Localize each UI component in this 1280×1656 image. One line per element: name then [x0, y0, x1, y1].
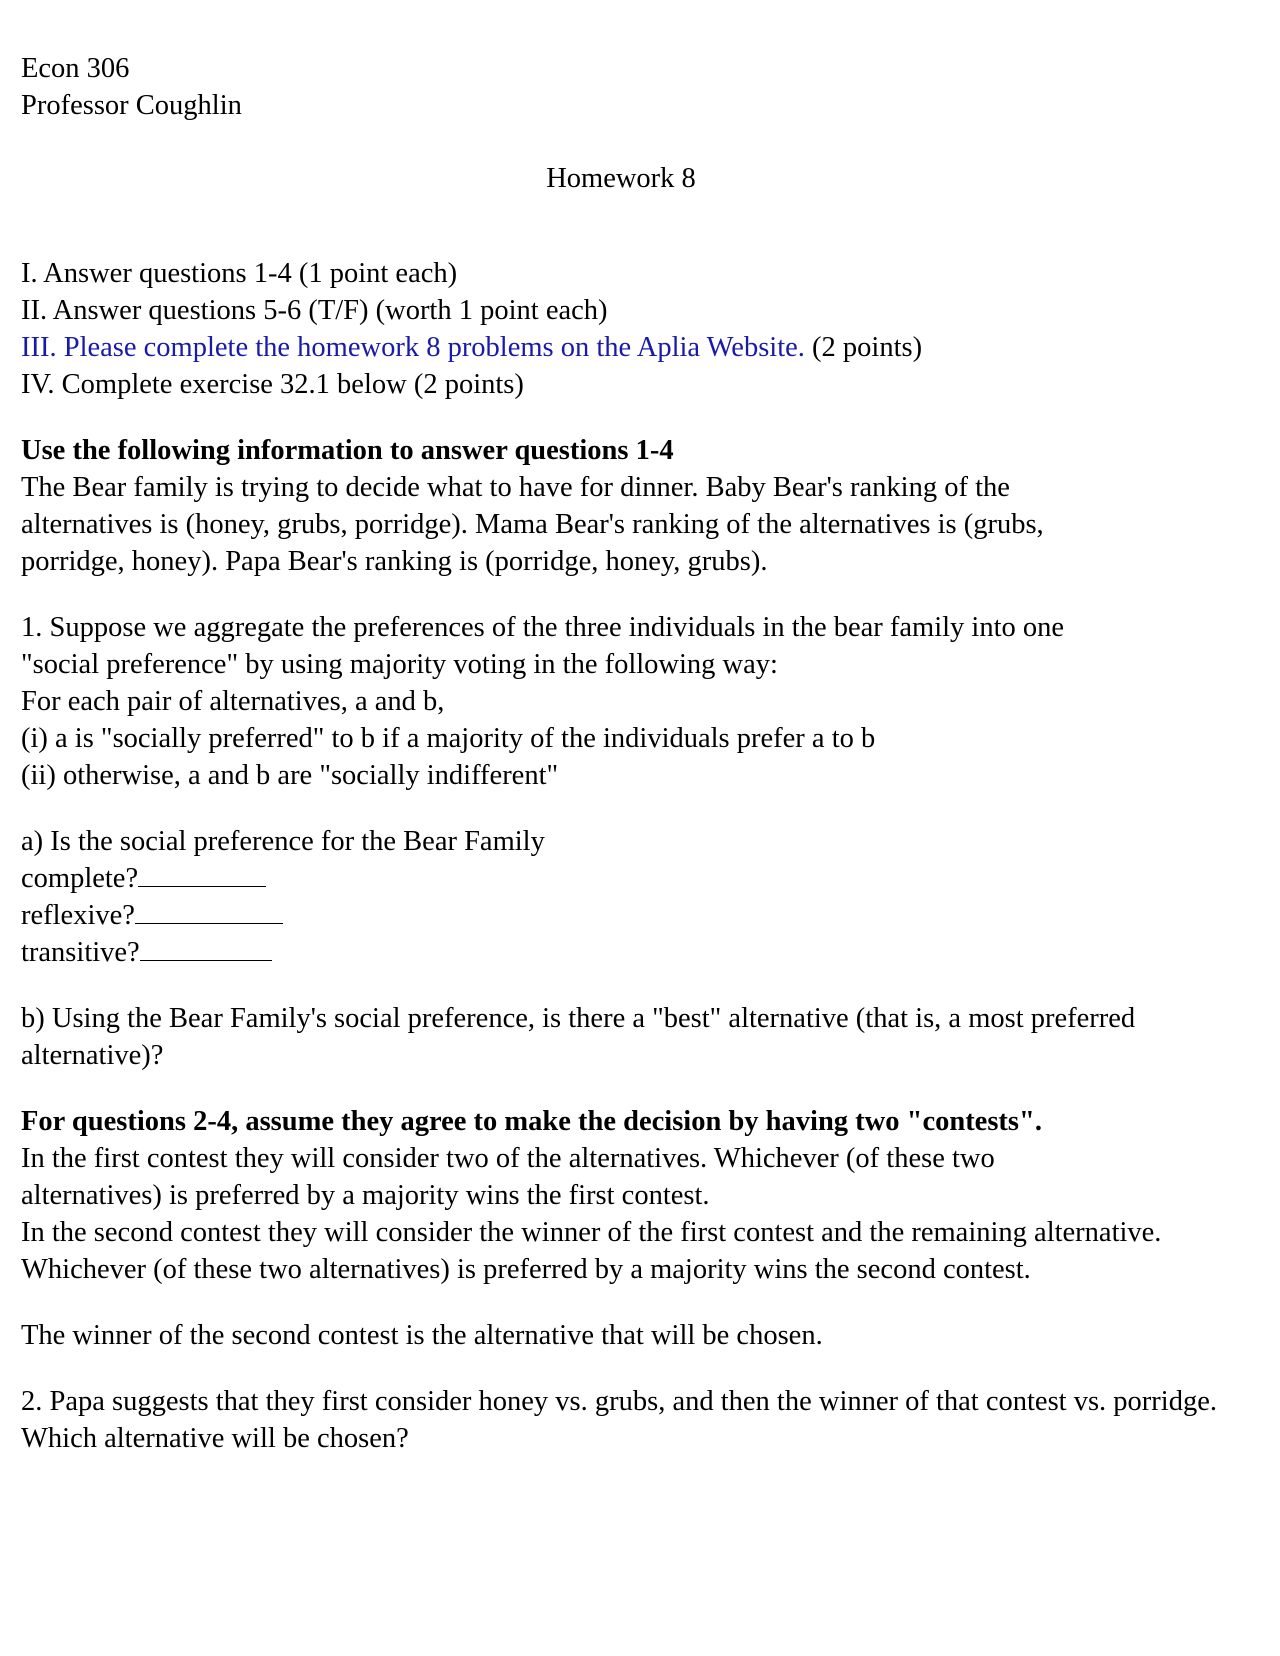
instruction-item-4: IV. Complete exercise 32.1 below (2 points) — [21, 369, 524, 400]
transitive-label: transitive? — [21, 937, 140, 968]
question-2 — [21, 1383, 1261, 1457]
question-1-rule-ii: (ii) otherwise, a and b are "socially indifferent" — [21, 760, 559, 791]
context-section — [21, 432, 1261, 580]
contests-winner: The winner of the second contest is the alternative that will be chosen. — [21, 1320, 823, 1351]
aplia-link[interactable]: III. Please complete the homework 8 problems on the Aplia Website. — [21, 332, 805, 363]
contests-section — [21, 1103, 1261, 1288]
instruction-item-3 — [21, 329, 1261, 366]
context-body: The Bear family is trying to decide what to have for dinner. Baby Bear's ranking of the alternatives is (honey, grubs, porridge). Mama Bear's ranking of the alternatives is (grubs, porridge, honey). Papa Bear's ranking is (porridge, honey, grubs). — [21, 472, 1044, 577]
professor-name: Professor Coughlin — [21, 90, 242, 121]
contests-winner-section — [21, 1317, 1261, 1354]
question-1-intro: 1. Suppose we aggregate the preferences of the three individuals in the bear family into one "social preference" by using majority voting in the following way: — [21, 612, 1065, 680]
reflexive-answer-blank[interactable] — [135, 899, 283, 924]
instruction-item-1: I. Answer questions 1-4 (1 point each) — [21, 258, 458, 289]
question-1-rule-i: (i) a is "socially preferred" to b if a majority of the individuals prefer a to b — [21, 723, 876, 754]
page-title: Homework 8 — [546, 163, 696, 194]
question-2-text: 2. Papa suggests that they first consider honey vs. grubs, and then the winner of that contest vs. porridge. Which alternative will be chosen? — [21, 1386, 1217, 1454]
instruction-item-3-points: (2 points) — [804, 332, 923, 363]
complete-answer-blank[interactable] — [138, 862, 266, 887]
instruction-item-2: II. Answer questions 5-6 (T/F) (worth 1 point each) — [21, 295, 608, 326]
question-1 — [21, 609, 1261, 794]
instructions-list — [21, 255, 1261, 403]
question-1a-prompt: a) Is the social preference for the Bear Family — [21, 826, 545, 857]
question-1b-text: b) Using the Bear Family's social preference, is there a "best" alternative (that is, a most preferred alternative)? — [21, 1003, 1136, 1071]
complete-line — [21, 860, 1261, 897]
question-1a — [21, 823, 1261, 971]
context-heading: Use the following information to answer questions 1-4 — [21, 435, 674, 466]
complete-label: complete? — [21, 863, 139, 894]
transitive-answer-blank[interactable] — [140, 936, 272, 961]
reflexive-label: reflexive? — [21, 900, 135, 931]
contests-first: In the first contest they will consider two of the alternatives. Whichever (of these two alternatives) is preferred by a majority wins the first contest. — [21, 1143, 995, 1211]
course-name: Econ 306 — [21, 53, 130, 84]
reflexive-line — [21, 897, 1261, 934]
contests-second: In the second contest they will consider the winner of the first contest and the remaining alternative. Whichever (of these two alternatives) is preferred by a majority wins the second contest. — [21, 1217, 1162, 1285]
transitive-line — [21, 934, 1261, 971]
homework-page — [21, 50, 1261, 1457]
contests-heading: For questions 2-4, assume they agree to make the decision by having two "contests". — [21, 1106, 1042, 1137]
question-1-pair-rule: For each pair of alternatives, a and b, — [21, 686, 445, 717]
question-1b — [21, 1000, 1261, 1074]
